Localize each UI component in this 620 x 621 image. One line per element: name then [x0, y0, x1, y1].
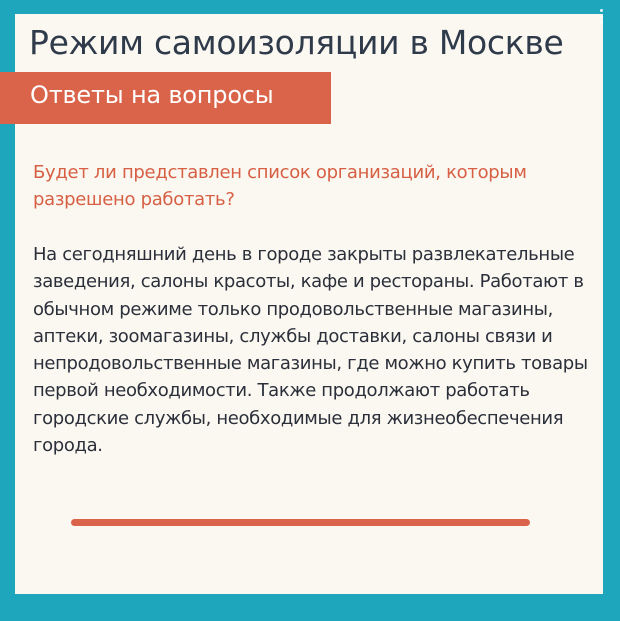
- menu-dot: [600, 15, 603, 18]
- divider-line: [71, 519, 530, 526]
- question-text: Будет ли представлен список организаций, которым разрешено работать?: [33, 162, 527, 210]
- subtitle-ribbon: [0, 72, 331, 124]
- menu-dot: [600, 21, 603, 24]
- slide-title: Режим самоизоляции в Москве: [29, 23, 564, 62]
- slide-card: [15, 14, 603, 594]
- answer-text: На сегодняшний день в городе закрыты развлекательные заведения, салоны красоты, кафе и рестораны. Работают в обычном режиме только продовольственные магазины, аптеки, зоомагазины, службы доставки, салоны связи и непродовольственные магазины, где можно купить товары первой необходимости. Также продолжают работать городские службы, необходимые для жизнеобеспечения города.: [33, 244, 588, 457]
- vertical-dots-icon[interactable]: [599, 9, 605, 29]
- menu-dot: [600, 9, 603, 12]
- slide-subtitle: Ответы на вопросы: [30, 81, 274, 109]
